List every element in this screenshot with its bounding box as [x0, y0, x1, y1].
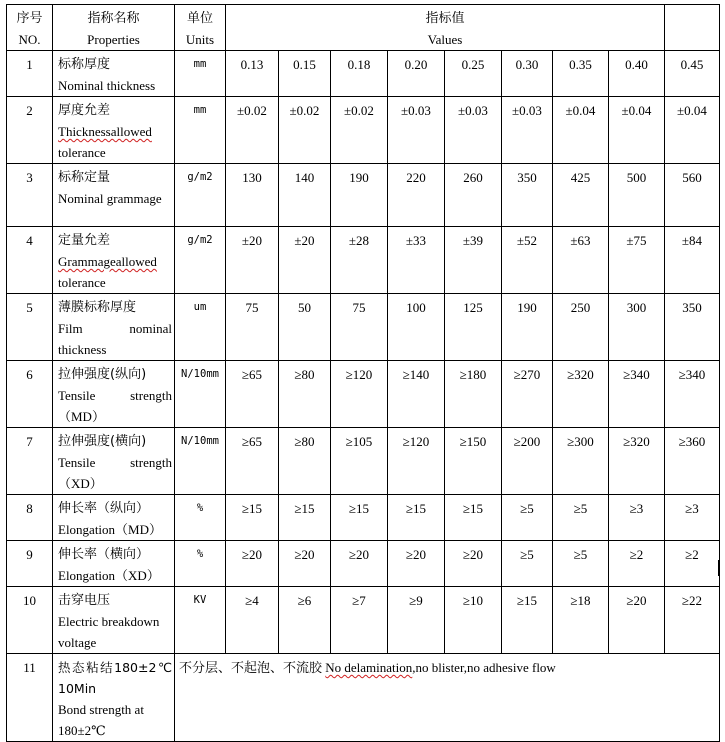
value-cell: ≥200	[502, 428, 553, 495]
value-cell: ≥15	[445, 495, 502, 541]
value-cell: ≥320	[553, 361, 609, 428]
value-cell: ≥120	[331, 361, 388, 428]
value-cell: 0.15	[279, 51, 331, 97]
margin-marker	[718, 560, 719, 576]
value-cell: ±0.04	[553, 97, 609, 164]
value-cell: 130	[226, 164, 279, 227]
unit-cell: KV	[175, 587, 226, 654]
property-cell	[53, 587, 175, 654]
value-cell: ≥6	[279, 587, 331, 654]
value-cell: ≥20	[226, 541, 279, 587]
unit-cell: um	[175, 294, 226, 361]
property-cn: 标称厚度	[58, 57, 111, 72]
header-units-en: Units	[185, 32, 215, 47]
spec-table	[6, 4, 720, 742]
property-cn: 厚度允差	[58, 103, 111, 118]
value-cell: ≥300	[553, 428, 609, 495]
row-number: 10	[7, 587, 53, 654]
value-cell: ±0.03	[502, 97, 553, 164]
value-cell: ≥340	[665, 361, 720, 428]
property-cell	[53, 654, 175, 742]
header-values-cn: 指标值	[425, 11, 465, 26]
property-en: Nominal grammage	[58, 191, 162, 206]
value-cell: ≥180	[445, 361, 502, 428]
bond-strength-en-b: ,no blister,no adhesive flow	[412, 660, 556, 675]
row-number: 2	[7, 97, 53, 164]
value-cell: ≥5	[502, 495, 553, 541]
property-en: Elongation（XD）	[58, 568, 160, 583]
value-cell: ≥22	[665, 587, 720, 654]
value-cell: 125	[445, 294, 502, 361]
value-cell: 50	[279, 294, 331, 361]
row-number: 1	[7, 51, 53, 97]
property-en: Grammageallowed tolerance	[58, 254, 157, 290]
value-cell: ≥18	[553, 587, 609, 654]
value-cell: ≥20	[609, 587, 665, 654]
value-cell: ≥7	[331, 587, 388, 654]
value-cell: 190	[331, 164, 388, 227]
value-cell: ±0.03	[388, 97, 445, 164]
value-cell: ≥5	[553, 495, 609, 541]
value-cell: ±75	[609, 227, 665, 294]
property-cn: 薄膜标称厚度	[58, 300, 137, 315]
value-cell: 560	[665, 164, 720, 227]
value-cell: ≥2	[609, 541, 665, 587]
value-cell: ≥15	[279, 495, 331, 541]
unit-cell: mm	[175, 97, 226, 164]
header-no-en: NO.	[18, 32, 41, 47]
property-cn: 拉伸强度(纵向)	[58, 367, 147, 382]
unit-cell: N/10mm	[175, 428, 226, 495]
property-cell	[53, 495, 175, 541]
header-units-cn: 单位	[186, 11, 213, 26]
property-cell	[53, 294, 175, 361]
value-cell: ≥360	[665, 428, 720, 495]
value-cell: ≥20	[331, 541, 388, 587]
property-cn: 定量允差	[58, 233, 111, 248]
table-row-bond-strength	[7, 654, 720, 742]
property-en: Tensile strength （MD）	[58, 388, 172, 424]
value-cell: ≥150	[445, 428, 502, 495]
value-cell: 0.20	[388, 51, 445, 97]
value-cell: 220	[388, 164, 445, 227]
property-cell	[53, 541, 175, 587]
unit-cell: %	[175, 495, 226, 541]
header-empty-cell	[665, 5, 720, 51]
value-cell: ≥10	[445, 587, 502, 654]
property-cell	[53, 361, 175, 428]
value-cell: ±20	[279, 227, 331, 294]
property-en: Elongation（MD）	[58, 522, 162, 537]
value-cell: ≥65	[226, 361, 279, 428]
bond-strength-en-a: No delamination	[325, 660, 413, 675]
value-cell: 350	[665, 294, 720, 361]
table-row	[7, 428, 720, 495]
value-cell: 250	[553, 294, 609, 361]
value-cell: ±52	[502, 227, 553, 294]
row-number: 7	[7, 428, 53, 495]
value-cell: 0.30	[502, 51, 553, 97]
value-cell: 0.18	[331, 51, 388, 97]
value-cell: ≥3	[665, 495, 720, 541]
spec-table-container	[6, 4, 720, 742]
value-cell: ±0.02	[226, 97, 279, 164]
header-units	[175, 5, 226, 51]
value-cell: ≥5	[553, 541, 609, 587]
header-row	[7, 5, 720, 51]
table-row	[7, 587, 720, 654]
value-cell: 500	[609, 164, 665, 227]
table-row	[7, 227, 720, 294]
value-cell: ≥15	[226, 495, 279, 541]
header-properties-en: Properties	[87, 32, 140, 47]
header-values	[226, 5, 665, 51]
header-no-cn: 序号	[16, 11, 43, 26]
value-cell: ≥15	[502, 587, 553, 654]
property-cn: 热态粘结180±2℃ 10Min	[58, 660, 172, 696]
property-cell	[53, 51, 175, 97]
value-cell: ≥2	[665, 541, 720, 587]
value-cell: ≥20	[445, 541, 502, 587]
value-cell: 75	[331, 294, 388, 361]
table-row	[7, 294, 720, 361]
row-number: 8	[7, 495, 53, 541]
value-cell: 100	[388, 294, 445, 361]
table-row	[7, 361, 720, 428]
table-row	[7, 164, 720, 227]
property-cell	[53, 97, 175, 164]
value-cell: ≥270	[502, 361, 553, 428]
property-cell	[53, 227, 175, 294]
value-cell: ≥340	[609, 361, 665, 428]
property-cn: 拉伸强度(横向)	[58, 434, 147, 449]
value-cell: ≥80	[279, 361, 331, 428]
value-cell: ±0.02	[279, 97, 331, 164]
row-number: 3	[7, 164, 53, 227]
value-cell: ≥20	[388, 541, 445, 587]
value-cell: ≥15	[388, 495, 445, 541]
property-en: Electric breakdown voltage	[58, 614, 160, 650]
row-number: 5	[7, 294, 53, 361]
bond-strength-cn: 不分层、不起泡、不流胶	[179, 661, 323, 676]
value-cell: ±28	[331, 227, 388, 294]
row-number: 4	[7, 227, 53, 294]
table-row	[7, 97, 720, 164]
value-cell: ≥120	[388, 428, 445, 495]
value-cell: ≥140	[388, 361, 445, 428]
bond-strength-value-cell	[175, 654, 720, 742]
property-cell	[53, 428, 175, 495]
value-cell: 0.25	[445, 51, 502, 97]
property-cn: 伸长率（横向）	[58, 547, 150, 562]
value-cell: ±63	[553, 227, 609, 294]
header-properties	[53, 5, 175, 51]
value-cell: ±33	[388, 227, 445, 294]
header-properties-cn: 指称名称	[87, 11, 140, 26]
value-cell: ≥9	[388, 587, 445, 654]
header-no	[7, 5, 53, 51]
value-cell: 75	[226, 294, 279, 361]
unit-cell: N/10mm	[175, 361, 226, 428]
value-cell: ±0.02	[331, 97, 388, 164]
unit-cell: mm	[175, 51, 226, 97]
value-cell: ≥3	[609, 495, 665, 541]
value-cell: 260	[445, 164, 502, 227]
property-en: Thicknessallowed tolerance	[58, 124, 152, 160]
table-row	[7, 51, 720, 97]
row-number: 11	[7, 654, 53, 742]
value-cell: 350	[502, 164, 553, 227]
value-cell: 140	[279, 164, 331, 227]
value-cell: ≥105	[331, 428, 388, 495]
value-cell: ≥15	[331, 495, 388, 541]
property-cn: 标称定量	[58, 170, 111, 185]
unit-cell: g/m2	[175, 164, 226, 227]
value-cell: 0.40	[609, 51, 665, 97]
value-cell: ≥20	[279, 541, 331, 587]
table-row	[7, 495, 720, 541]
property-cn: 伸长率（纵向）	[58, 501, 150, 516]
value-cell: ≥5	[502, 541, 553, 587]
property-cell	[53, 164, 175, 227]
property-en: Film nominal thickness	[58, 321, 172, 357]
property-en: Tensile strength （XD）	[58, 455, 172, 491]
value-cell: ±84	[665, 227, 720, 294]
value-cell: 425	[553, 164, 609, 227]
unit-cell: g/m2	[175, 227, 226, 294]
value-cell: 190	[502, 294, 553, 361]
value-cell: ≥80	[279, 428, 331, 495]
value-cell: ±0.04	[609, 97, 665, 164]
value-cell: 0.35	[553, 51, 609, 97]
property-en: Bond strength at 180±2℃	[58, 702, 144, 738]
table-row	[7, 541, 720, 587]
value-cell: 300	[609, 294, 665, 361]
row-number: 6	[7, 361, 53, 428]
row-number: 9	[7, 541, 53, 587]
value-cell: ≥4	[226, 587, 279, 654]
value-cell: ±0.03	[445, 97, 502, 164]
value-cell: 0.45	[665, 51, 720, 97]
property-en: Nominal thickness	[58, 78, 156, 93]
value-cell: ±20	[226, 227, 279, 294]
unit-cell: %	[175, 541, 226, 587]
property-cn: 击穿电压	[58, 593, 111, 608]
header-values-en: Values	[427, 32, 463, 47]
value-cell: ±0.04	[665, 97, 720, 164]
value-cell: ±39	[445, 227, 502, 294]
value-cell: ≥65	[226, 428, 279, 495]
value-cell: 0.13	[226, 51, 279, 97]
value-cell: ≥320	[609, 428, 665, 495]
